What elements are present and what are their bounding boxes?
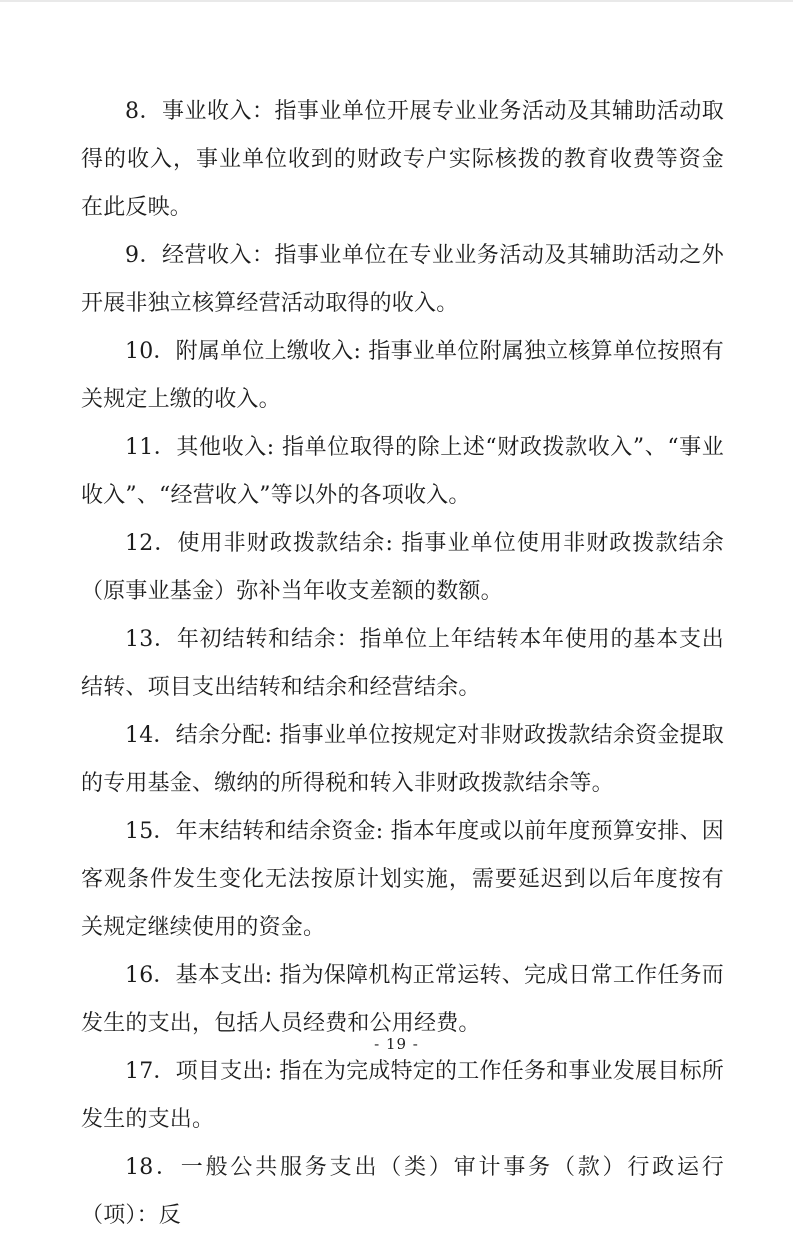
definition-item-16: 16．基本支出: 指为保障机构正常运转、完成日常工作任务而发生的支出，包括人员经费和公用经费。: [81, 963, 724, 1036]
scan-edge-line: [0, 0, 793, 2]
definition-item-17: 17．项目支出: 指在为完成特定的工作任务和事业发展目标所发生的支出。: [81, 1059, 724, 1132]
definition-item-18: 18．一般公共服务支出（类）审计事务（款）行政运行（项）：反: [81, 1155, 724, 1228]
definition-item-12: 12．使用非财政拨款结余: 指事业单位使用非财政拨款结余（原事业基金）弥补当年收支差额的数额。: [81, 531, 724, 604]
page-number: - 19 -: [374, 1035, 419, 1053]
definition-item-13: 13．年初结转和结余：指单位上年结转本年使用的基本支出结转、项目支出结转和结余和经营结余。: [81, 627, 724, 700]
definition-item-11: 11．其他收入: 指单位取得的除上述“财政拨款收入”、“事业收入”、“经营收入”等以外的各项收入。: [81, 435, 724, 508]
definition-item-10: 10．附属单位上缴收入: 指事业单位附属独立核算单位按照有关规定上缴的收入。: [81, 339, 724, 412]
definition-item-15: 15．年末结转和结余资金: 指本年度或以前年度预算安排、因客观条件发生变化无法按原计划实施，需要延迟到以后年度按有关规定继续使用的资金。: [81, 819, 724, 940]
definitions-list: [81, 88, 724, 1240]
definition-item-9: 9．经营收入：指事业单位在专业业务活动及其辅助活动之外开展非独立核算经营活动取得的收入。: [81, 243, 724, 316]
definition-item-14: 14．结余分配: 指事业单位按规定对非财政拨款结余资金提取的专用基金、缴纳的所得税和转入非财政拨款结余等。: [81, 723, 724, 796]
definition-item-8: 8．事业收入：指事业单位开展专业业务活动及其辅助活动取得的收入，事业单位收到的财政专户实际核拨的教育收费等资金在此反映。: [81, 99, 724, 220]
